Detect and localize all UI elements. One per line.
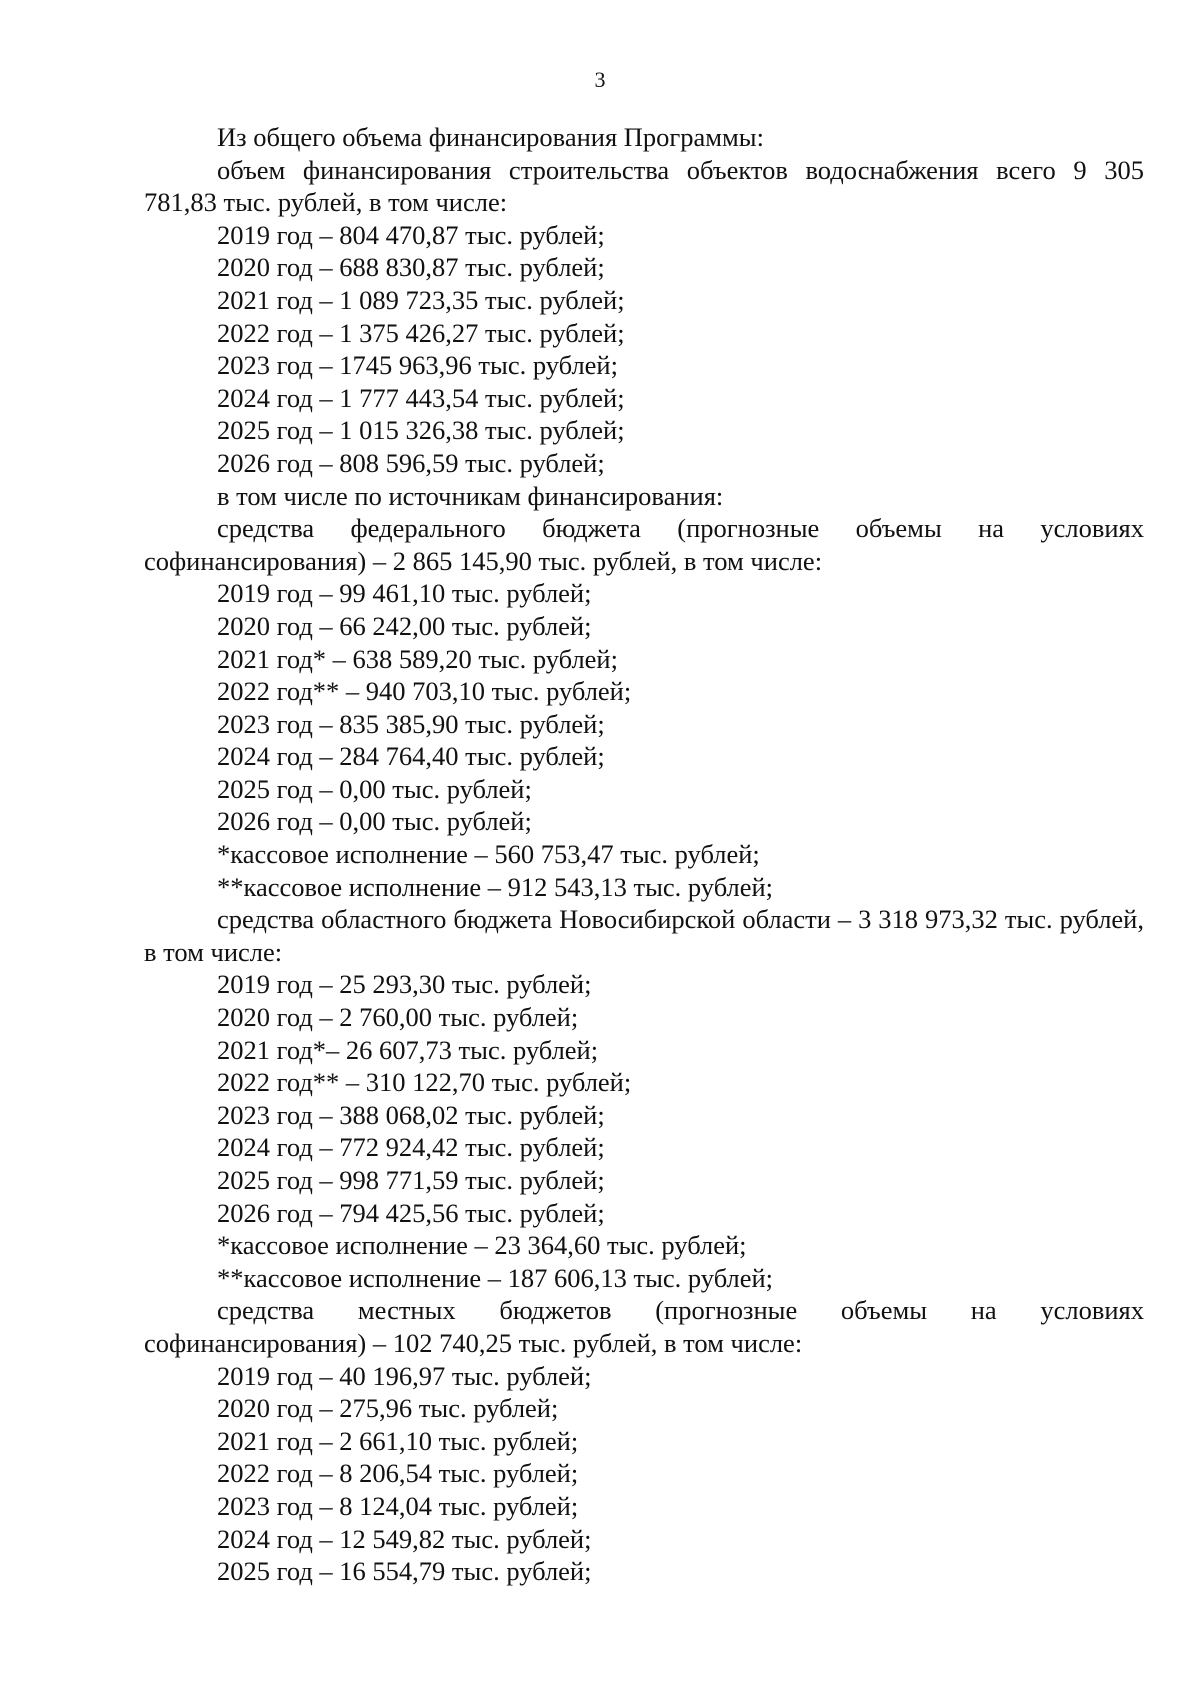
text-line: 2025 год – 16 554,79 тыс. рублей; <box>217 1556 592 1587</box>
paragraph: средства федерального бюджета (прогнозные объемы на условиях софинансирования) – 2 865 145,90 тыс. рублей, в том числе: <box>144 513 1144 576</box>
text-line: 2023 год – 1745 963,96 тыс. рублей; <box>217 350 618 381</box>
text-line: 2020 год – 2 760,00 тыс. рублей; <box>217 1002 579 1033</box>
paragraph: средства областного бюджета Новосибирской области – 3 318 973,32 тыс. рублей, в том числе: <box>144 904 1144 967</box>
text-line: *кассовое исполнение – 23 364,60 тыс. рублей; <box>217 1230 747 1261</box>
text-line: 2020 год – 688 830,87 тыс. рублей; <box>217 252 605 283</box>
text-line: 2024 год – 12 549,82 тыс. рублей; <box>217 1523 592 1554</box>
text-line: 2021 год – 1 089 723,35 тыс. рублей; <box>217 284 625 315</box>
text-line: в том числе по источникам финансирования: <box>217 480 724 511</box>
text-line: 2024 год – 772 924,42 тыс. рублей; <box>217 1132 605 1163</box>
page-number: 3 <box>594 67 606 92</box>
text-line: 2026 год – 794 425,56 тыс. рублей; <box>217 1197 605 1228</box>
text-line: 2024 год – 1 777 443,54 тыс. рублей; <box>217 382 625 413</box>
text-line: 2023 год – 388 068,02 тыс. рублей; <box>217 1099 605 1130</box>
text-line: 2024 год – 284 764,40 тыс. рублей; <box>217 741 605 772</box>
text-line: 2025 год – 998 771,59 тыс. рублей; <box>217 1165 605 1195</box>
text-line: 2019 год – 40 196,97 тыс. рублей; <box>217 1360 592 1391</box>
text-line: 2019 год – 25 293,30 тыс. рублей; <box>217 969 592 1000</box>
text-line: 2026 год – 808 596,59 тыс. рублей; <box>217 447 605 478</box>
text-line: Из общего объема финансирования Программы: <box>217 122 764 152</box>
text-line: 2021 год*– 26 607,73 тыс. рублей; <box>217 1034 599 1065</box>
text-line: 2022 год** – 310 122,70 тыс. рублей; <box>217 1067 632 1098</box>
text-line: 2019 год – 804 470,87 тыс. рублей; <box>217 219 605 250</box>
text-line: 2025 год – 0,00 тыс. рублей; <box>217 773 532 804</box>
text-line: 2019 год – 99 461,10 тыс. рублей; <box>217 578 592 609</box>
text-line: **кассовое исполнение – 187 606,13 тыс. рублей; <box>217 1262 774 1293</box>
text-line: 2022 год – 8 206,54 тыс. рублей; <box>217 1458 579 1489</box>
text-line: 2026 год – 0,00 тыс. рублей; <box>217 806 532 837</box>
text-line: 2025 год – 1 015 326,38 тыс. рублей; <box>217 415 625 446</box>
document-body <box>144 121 1144 1588</box>
text-line: 2020 год – 275,96 тыс. рублей; <box>217 1393 559 1424</box>
text-line: *кассовое исполнение – 560 753,47 тыс. рублей; <box>217 839 760 870</box>
paragraph: средства местных бюджетов (прогнозные объемы на условиях софинансирования) – 102 740,25 тыс. рублей, в том числе: <box>144 1295 1144 1358</box>
text-line: 2023 год – 835 385,90 тыс. рублей; <box>217 708 605 739</box>
text-line: 2021 год* – 638 589,20 тыс. рублей; <box>217 643 618 674</box>
text-line: 2020 год – 66 242,00 тыс. рублей; <box>217 610 592 641</box>
text-line: 2022 год** – 940 703,10 тыс. рублей; <box>217 676 632 707</box>
paragraph: объем финансирования строительства объектов водоснабжения всего 9 305 781,83 тыс. рублей, в том числе: <box>144 154 1144 218</box>
text-line: **кассовое исполнение – 912 543,13 тыс. рублей; <box>217 871 774 902</box>
text-line: 2023 год – 8 124,04 тыс. рублей; <box>217 1490 579 1521</box>
text-line: 2021 год – 2 661,10 тыс. рублей; <box>217 1425 579 1456</box>
text-line: 2022 год – 1 375 426,27 тыс. рублей; <box>217 317 625 348</box>
